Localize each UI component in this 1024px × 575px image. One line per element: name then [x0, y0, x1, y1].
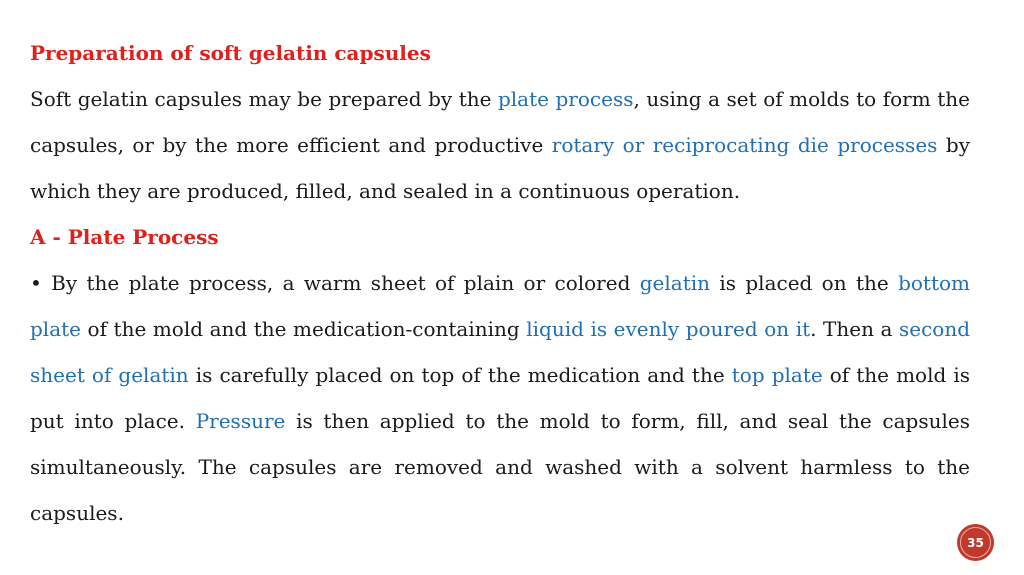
- plate-highlight-gelatin: gelatin: [639, 271, 711, 295]
- plate-highlight-bottom-plate: bottom plate: [30, 271, 970, 341]
- intro-highlight-die-processes: rotary or reciprocating die processes: [551, 133, 938, 157]
- plate-highlight-second-sheet: second sheet of gelatin: [30, 317, 971, 387]
- plate-highlight-top-plate: top plate: [731, 363, 823, 387]
- plate-text-1: • By the plate process, a warm sheet of plain or colored: [30, 271, 640, 295]
- page-number: 35: [967, 535, 984, 550]
- slide-content: [30, 30, 970, 536]
- plate-text-6: of the mold is put into place.: [30, 363, 971, 433]
- plate-text-3: of the mold and the medication-containing: [81, 317, 527, 341]
- intro-highlight-plate-process: plate process: [497, 87, 634, 111]
- plate-text-7: is then applied to the mold to form, fill, and seal the capsules simultaneously. The capsules are removed and washed with a solvent harmless to the capsules.: [30, 409, 971, 525]
- intro-paragraph: [30, 76, 970, 214]
- plate-process-paragraph: [30, 260, 970, 536]
- section-heading: Preparation of soft gelatin capsules: [30, 41, 431, 65]
- plate-text-5: is carefully placed on top of the medication and the: [188, 363, 732, 387]
- plate-text-2: is placed on the: [710, 271, 899, 295]
- plate-highlight-pressure: Pressure: [195, 409, 286, 433]
- page-number-badge: [957, 524, 994, 561]
- plate-text-4: . Then a: [810, 317, 899, 341]
- intro-text-1: Soft gelatin capsules may be prepared by the: [30, 87, 498, 111]
- subsection-heading: A - Plate Process: [30, 225, 219, 249]
- plate-highlight-liquid: liquid is evenly poured on it: [526, 317, 811, 341]
- intro-text-2: , using a set of molds to form the capsules, or by the more efficient and productive: [30, 87, 970, 157]
- intro-text-3: by which they are produced, filled, and sealed in a continuous operation.: [30, 133, 970, 203]
